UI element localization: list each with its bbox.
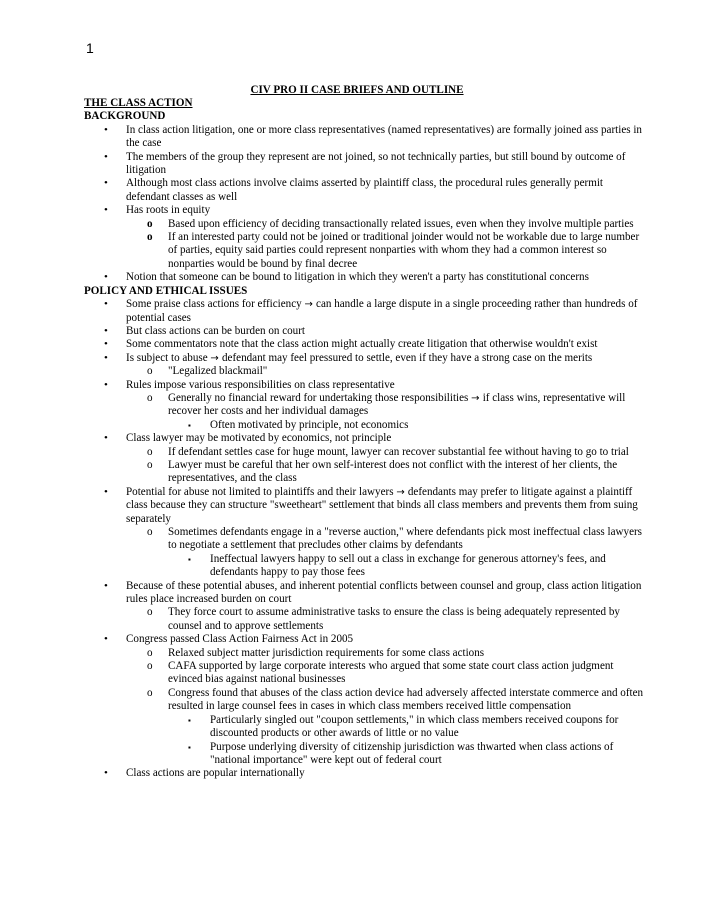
circle-bullet-icon: o xyxy=(147,686,153,699)
list-item-text: Has roots in equity xyxy=(126,204,211,217)
circle-bullet-icon: o xyxy=(147,217,153,230)
section-heading: BACKGROUND xyxy=(84,110,166,123)
list-item xyxy=(84,767,644,780)
list-item-text: "Legalized blackmail" xyxy=(168,365,268,378)
bullet-icon: • xyxy=(104,338,108,351)
list-item-text: if class wins, representative will recover her costs and her individual damages xyxy=(168,391,626,418)
list-item xyxy=(84,687,644,714)
list-item xyxy=(84,419,644,432)
circle-bullet-icon: o xyxy=(147,365,153,378)
section-heading: POLICY AND ETHICAL ISSUES xyxy=(84,284,248,297)
list-item-text: Congress passed Class Action Fairness Act in 2005 xyxy=(126,633,354,646)
list-item-text: Some commentators note that the class action might actually create litigation that otherwise wouldn't exist xyxy=(126,338,598,351)
arrow-icon: → xyxy=(471,392,483,404)
list-item xyxy=(84,325,644,338)
list-item-text: Lawyer must be careful that her own self-interest does not conflict with the interest of her clients, the representatives, and the class xyxy=(168,458,618,485)
list-item-text: Particularly singled out "coupon settlements," in which class members received coupons for discounted products or other awards of little or no value xyxy=(210,713,619,740)
square-bullet-icon: ▪ xyxy=(188,715,191,725)
circle-bullet-icon: o xyxy=(147,646,153,659)
bullet-icon: • xyxy=(104,767,108,780)
bullet-icon: • xyxy=(104,432,108,445)
list-item xyxy=(84,432,644,445)
circle-bullet-icon: o xyxy=(147,526,153,538)
list-item-text: can handle a large dispute in a single proceeding rather than hundreds of potential cases xyxy=(126,298,638,324)
bullet-icon: • xyxy=(104,579,108,592)
list-item xyxy=(84,446,644,459)
list-item-text: They force court to assume administrative tasks to ensure the class is being adequately represented by counsel and to approve settlements xyxy=(168,606,620,632)
bullet-icon: • xyxy=(104,298,108,311)
list-item xyxy=(84,231,644,271)
list-item-text: In class action litigation, one or more class representatives (named representatives) are formally joined ass parties in the case xyxy=(126,123,642,150)
list-item-text: Because of these potential abuses, and inherent potential conflicts between counsel and group, class action litigation rules place increased burden on court xyxy=(126,579,642,606)
list-item-text: Some praise class actions for efficiency xyxy=(126,298,305,311)
outline-body xyxy=(84,97,644,781)
bullet-icon: • xyxy=(104,150,108,163)
square-bullet-icon: ▪ xyxy=(188,554,191,564)
list-item xyxy=(84,352,644,365)
list-item-text: Rules impose various responsibilities on class representative xyxy=(126,378,395,391)
list-item-text: Notion that someone can be bound to litigation in which they weren't a party has constitutional concerns xyxy=(126,271,589,284)
list-item xyxy=(84,177,644,204)
list-item-text: Is subject to abuse xyxy=(126,351,211,364)
list-item-text: Congress found that abuses of the class action device had adversely affected interstate commerce and often resulted in large counsel fees in cases in which class members received little compensation xyxy=(168,686,644,713)
list-item-text: If defendant settles case for huge mount, lawyer can recover substantial fee without having to go to trial xyxy=(168,445,629,458)
circle-bullet-icon: o xyxy=(147,660,153,673)
circle-bullet-icon: o xyxy=(147,391,153,404)
list-item-text: Class actions are popular internationally xyxy=(126,767,305,780)
list-item-text: Class lawyer may be motivated by economics, not principle xyxy=(126,432,392,445)
list-item xyxy=(84,606,644,633)
arrow-icon: → xyxy=(210,352,222,364)
bullet-icon: • xyxy=(104,351,108,364)
list-item xyxy=(84,392,644,419)
list-item xyxy=(84,647,644,660)
list-item-text: Purpose underlying diversity of citizenship jurisdiction was thwarted when class actions of "national importance" were kept out of federal court xyxy=(210,740,614,766)
list-item xyxy=(84,633,644,646)
list-item-text: Relaxed subject matter jurisdiction requirements for some class actions xyxy=(168,646,485,659)
bullet-icon: • xyxy=(104,485,108,498)
list-item xyxy=(84,526,644,553)
list-item-text: Sometimes defendants engage in a "reverse auction," where defendants pick most ineffectual class lawyers to negotiate a settlement that precludes other claims by defendants xyxy=(168,526,643,552)
arrow-icon: → xyxy=(396,486,408,498)
bullet-icon: • xyxy=(104,123,108,136)
bullet-icon: • xyxy=(104,177,108,190)
list-item-text: But class actions can be burden on court xyxy=(126,324,305,337)
bullet-icon: • xyxy=(104,204,108,217)
list-item-text: defendant may feel pressured to settle, even if they have a strong case on the merits xyxy=(221,351,593,364)
list-item xyxy=(84,338,644,351)
list-item-text: Based upon efficiency of deciding transactionally related issues, even when they involve multiple parties xyxy=(168,217,634,230)
circle-bullet-icon: o xyxy=(147,458,153,471)
list-item-text: If an interested party could not be joined or traditional joinder would not be workable due to large number of parties, equity said parties could represent nonparties with whom they had a common interest so nonparties would be bound by final decree xyxy=(168,231,640,270)
circle-bullet-icon: o xyxy=(147,231,153,244)
document-title: CIV PRO II CASE BRIEFS AND OUTLINE xyxy=(250,84,464,96)
square-bullet-icon: ▪ xyxy=(188,742,191,752)
list-item xyxy=(84,486,644,526)
list-item xyxy=(84,580,644,607)
bullet-icon: • xyxy=(104,633,108,646)
circle-bullet-icon: o xyxy=(147,606,153,619)
list-item xyxy=(84,204,644,217)
list-item-text: Often motivated by principle, not economics xyxy=(210,418,409,431)
list-item xyxy=(84,124,644,151)
bullet-icon: • xyxy=(104,324,108,337)
list-item xyxy=(84,660,644,687)
list-item-text: Potential for abuse not limited to plaintiffs and their lawyers xyxy=(126,485,397,498)
list-item xyxy=(84,218,644,231)
list-item-text: Although most class actions involve claims asserted by plaintiff class, the procedural rules generally permit defendant classes as well xyxy=(126,177,604,203)
list-item xyxy=(84,271,644,284)
arrow-icon: → xyxy=(304,299,317,311)
square-bullet-icon: ▪ xyxy=(188,420,191,430)
list-item-text: defendants may prefer to litigate against a plaintiff class because they can structure "sweetheart" settlement that binds all class members and prevents them from suing separately xyxy=(126,485,638,525)
list-item xyxy=(84,459,644,486)
list-item-text: CAFA supported by large corporate interests who argued that some state court class action judgment evinced bias against national businesses xyxy=(168,660,614,686)
bullet-icon: • xyxy=(104,378,108,391)
list-item xyxy=(84,298,644,325)
list-item xyxy=(84,741,644,768)
list-item xyxy=(84,714,644,741)
list-item xyxy=(84,553,644,580)
list-item-text: Generally no financial reward for undertaking those responsibilities xyxy=(168,391,472,404)
section-heading: THE CLASS ACTION xyxy=(84,97,193,109)
list-item xyxy=(84,379,644,392)
list-item-text: The members of the group they represent are not joined, so not technically parties, but still bound by outcome of litigation xyxy=(126,150,626,177)
page-number: 1 xyxy=(86,40,94,56)
list-item xyxy=(84,365,644,378)
list-item-text: Ineffectual lawyers happy to sell out a class in exchange for generous attorney's fees, and defendants happy to pay those fees xyxy=(210,552,606,579)
list-item xyxy=(84,151,644,178)
bullet-icon: • xyxy=(104,271,108,284)
circle-bullet-icon: o xyxy=(147,445,153,458)
